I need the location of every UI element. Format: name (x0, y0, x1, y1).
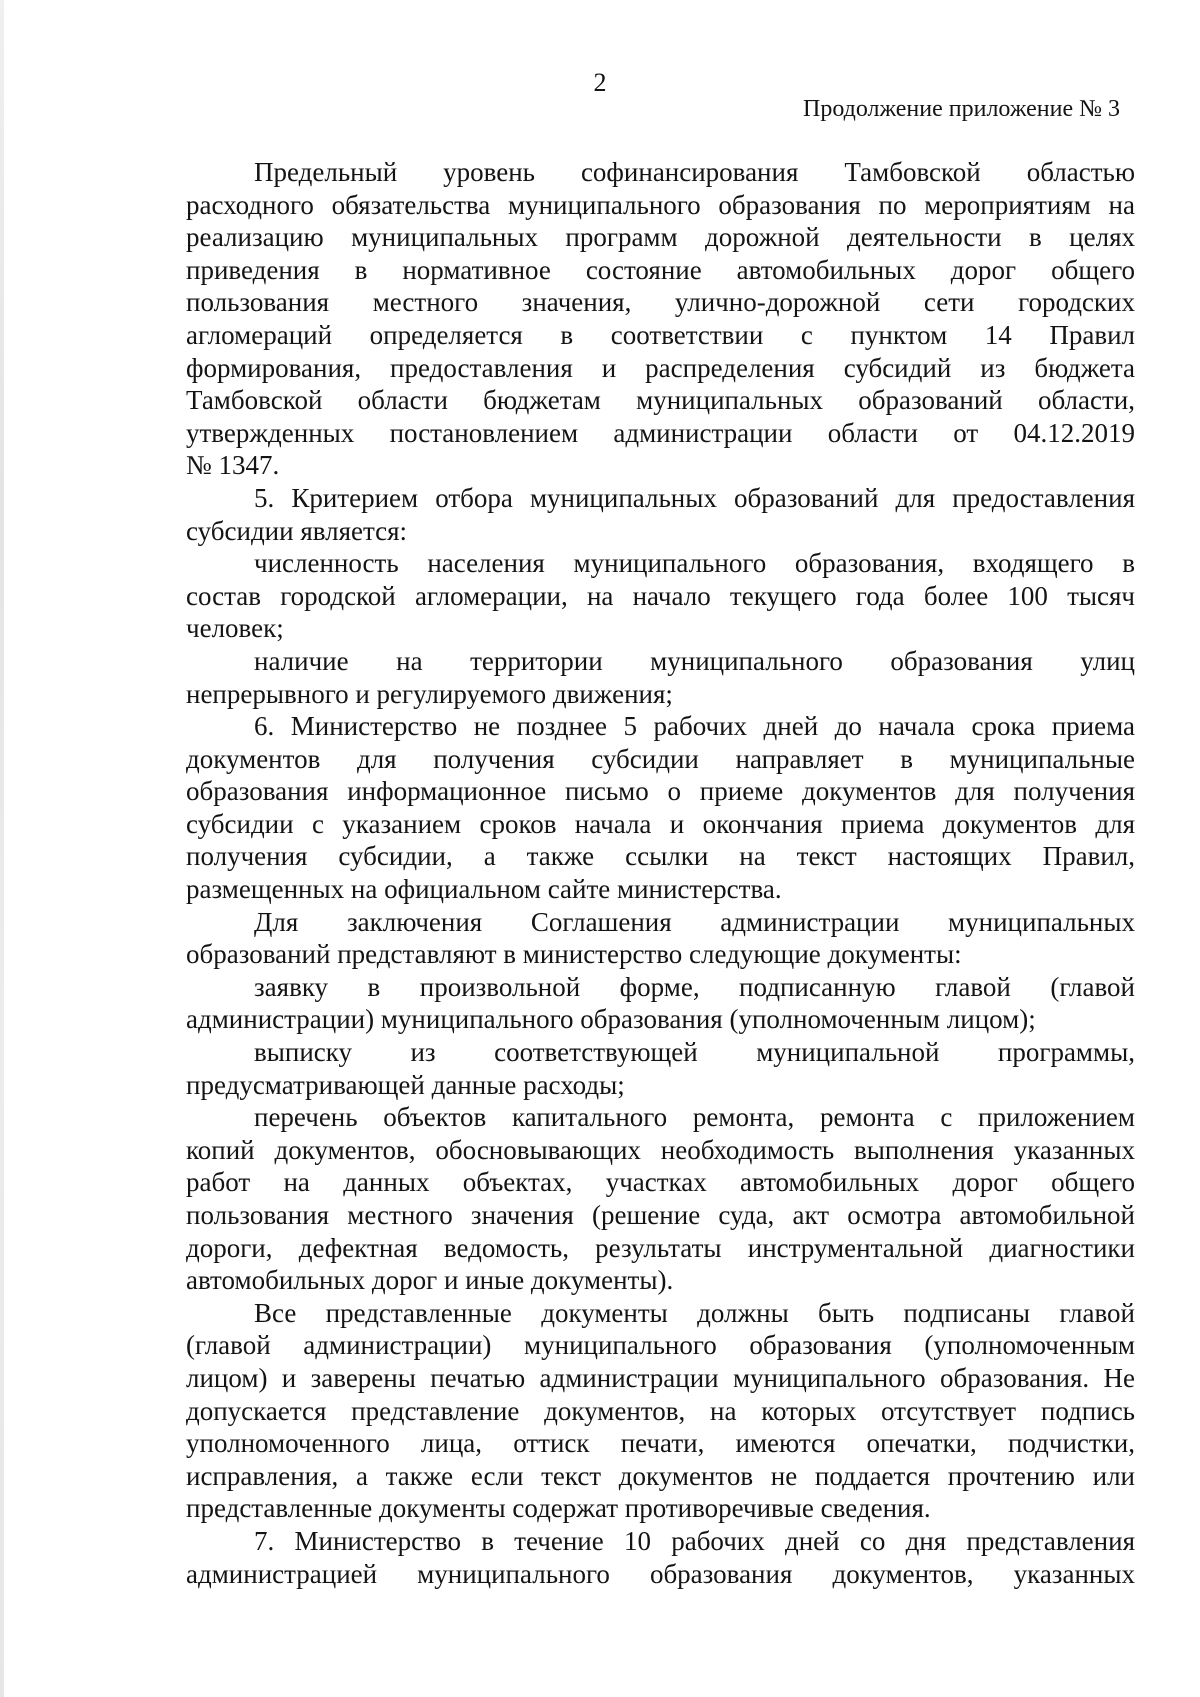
text-line: № 1347. (186, 450, 280, 481)
text-line: допускается представление документов, на которых отсутствует подпись (186, 1395, 1135, 1426)
text-line: представленные документы содержат противоречивые сведения. (186, 1493, 931, 1524)
text-line: Для заключения Соглашения администрации муниципальных (254, 906, 1135, 937)
text-line: реализацию муниципальных программ дорожной деятельности в целях (186, 222, 1135, 253)
text-line: автомобильных дорог и иные документы). (186, 1265, 674, 1296)
text-line: администрации) муниципального образования (уполномоченным лицом); (186, 1004, 1036, 1035)
text-line: Тамбовской области бюджетам муниципальных образований области, (186, 385, 1135, 416)
text-line: агломераций определяется в соответствии с пунктом 14 Правил (186, 319, 1135, 350)
text-line: 5. Критерием отбора муниципальных образований для предоставления (254, 482, 1135, 513)
page-number: 2 (593, 68, 607, 97)
text-line: размещенных на официальном сайте министерства. (186, 874, 782, 905)
text-line: человек; (186, 613, 284, 644)
text-line: администрацией муниципального образования документов, указанных (186, 1558, 1135, 1589)
text-line: непрерывного и регулируемого движения; (186, 678, 673, 709)
text-line: перечень объектов капитального ремонта, ремонта с приложением (254, 1102, 1135, 1133)
text-line: получения субсидии, а также ссылки на текст настоящих Правил, (186, 841, 1135, 872)
text-line: состав городской агломерации, на начало текущего года более 100 тысяч (186, 580, 1135, 611)
text-line: численность населения муниципального образования, входящего в (254, 548, 1135, 579)
text-line: уполномоченного лица, оттиск печати, имеются опечатки, подчистки, (186, 1428, 1135, 1459)
text-line: копий документов, обосновывающих необходимость выполнения указанных (186, 1134, 1135, 1165)
document-body (186, 156, 1135, 1590)
text-line: формирования, предоставления и распределения субсидий из бюджета (186, 352, 1135, 383)
appendix-continuation-label: Продолжение приложение № 3 (803, 96, 1120, 122)
text-line: предусматривающей данные расходы; (186, 1069, 625, 1100)
text-line: выписку из соответствующей муниципальной программы, (254, 1037, 1135, 1068)
text-line: образований представляют в министерство следующие документы: (186, 939, 962, 970)
text-line: пользования местного значения (решение суда, акт осмотра автомобильной (186, 1200, 1135, 1230)
text-line: образования информационное письмо о приеме документов для получения (186, 776, 1135, 807)
text-line: дороги, дефектная ведомость, результаты инструментальной диагностики (186, 1232, 1135, 1263)
text-line: наличие на территории муниципального образования улиц (254, 645, 1135, 676)
text-line: заявку в произвольной форме, подписанную главой (главой (254, 971, 1135, 1002)
text-line: исправления, а также если текст документов не поддается прочтению или (186, 1460, 1135, 1491)
text-line: (главой администрации) муниципального образования (уполномоченным (186, 1330, 1135, 1361)
text-line: пользования местного значения, улично-дорожной сети городских (186, 287, 1135, 318)
text-line: расходного обязательства муниципального образования по мероприятиям на (186, 189, 1135, 220)
text-line: утвержденных постановлением администрации области от 04.12.2019 (186, 417, 1135, 448)
text-line: документов для получения субсидии направляет в муниципальные (186, 743, 1135, 774)
scan-edge (0, 0, 4, 1697)
text-line: лицом) и заверены печатью администрации муниципального образования. Не (186, 1362, 1135, 1393)
text-line: субсидии с указанием сроков начала и окончания приема документов для (186, 808, 1135, 839)
text-line: Предельный уровень софинансирования Тамбовской областью (254, 157, 1135, 187)
text-line: 6. Министерство не позднее 5 рабочих дней до начала срока приема (254, 711, 1135, 742)
text-line: Все представленные документы должны быть подписаны главой (254, 1297, 1135, 1328)
text-line: работ на данных объектах, участках автомобильных дорог общего (186, 1167, 1135, 1198)
text-line: 7. Министерство в течение 10 рабочих дней со дня представления (254, 1525, 1135, 1556)
text-line: приведения в нормативное состояние автомобильных дорог общего (186, 254, 1135, 285)
text-line: субсидии является: (186, 515, 408, 546)
